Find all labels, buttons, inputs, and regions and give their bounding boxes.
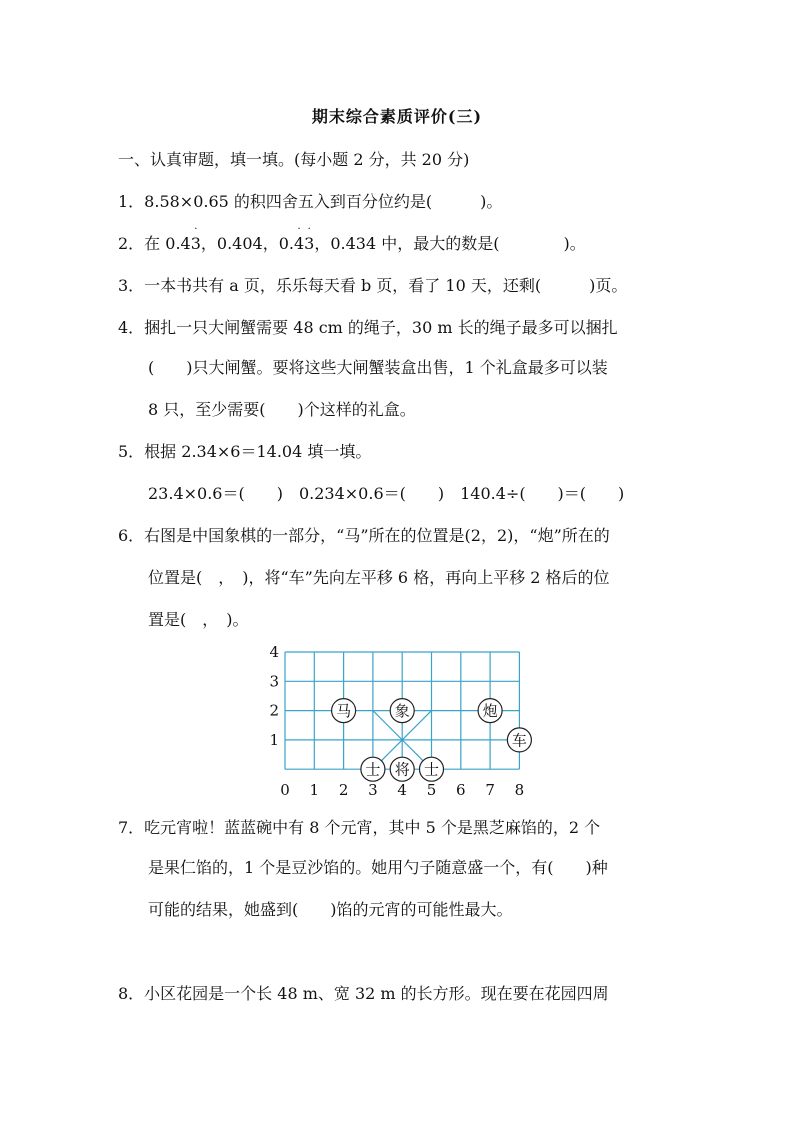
chess-piece-label: 车 <box>511 731 527 750</box>
chess-piece-label: 马 <box>336 702 352 721</box>
chess-board-svg <box>262 640 542 800</box>
question-6-line-3: 置是( ， )。 <box>148 610 249 629</box>
q2-prefix: 2．在 0.4 <box>118 234 191 253</box>
x-tick-label: 4 <box>397 781 407 800</box>
chess-piece-label: 将 <box>394 760 410 779</box>
x-tick-label: 3 <box>368 781 378 800</box>
y-tick-label: 3 <box>269 672 279 691</box>
y-tick-label: 2 <box>269 701 279 720</box>
question-7-line-1: 7．吃元宵啦！蓝蓝碗中有 8 个元宵，其中 5 个是黑芝麻馅的，2 个 <box>118 818 601 837</box>
question-5-line-2: 23.4×0.6＝( ) 0.234×0.6＝( ) 140.4÷( )＝( ) <box>148 484 625 503</box>
question-7-line-2: 是果仁馅的，1 个是豆沙馅的。她用勺子随意盛一个，有( )种 <box>148 858 608 877</box>
question-4-line-3: 8 只，至少需要( )个这样的礼盒。 <box>148 400 416 419</box>
question-7-line-3: 可能的结果，她盛到( )馅的元宵的可能性最大。 <box>148 900 513 919</box>
chess-piece-label: 炮 <box>482 702 498 721</box>
question-5-line-1: 5．根据 2.34×6＝14.04 填一填。 <box>118 442 372 461</box>
y-tick-label: 4 <box>269 643 279 661</box>
x-tick-label: 7 <box>485 781 495 800</box>
chess-piece-label: 士 <box>423 760 440 779</box>
page-title: 期末综合素质评价(三) <box>311 107 483 126</box>
question-4-line-2: ( )只大闸蟹。要将这些大闸蟹装盒出售，1 个礼盒最多可以装 <box>148 358 608 377</box>
x-tick-label: 8 <box>514 781 525 800</box>
x-tick-label: 5 <box>426 781 437 800</box>
chess-piece-label: 士 <box>365 760 381 779</box>
question-6-line-1: 6．右图是中国象棋的一部分，“马”所在的位置是(2，2)，“炮”所在的 <box>118 526 610 545</box>
q2-repeating-digit-b: · 3 <box>304 224 315 253</box>
question-2 <box>118 224 586 254</box>
question-8-line-1: 8．小区花园是一个长 48 m、宽 32 m 的长方形。现在要在花园四周 <box>118 984 609 1003</box>
chess-piece-label: 象 <box>394 702 410 721</box>
q2-mid: ，0.404，0. <box>200 234 294 253</box>
x-tick-label: 2 <box>338 781 349 800</box>
x-tick-label: 6 <box>456 781 466 800</box>
section-heading: 一、认真审题，填一填。(每小题 2 分，共 20 分) <box>118 150 470 169</box>
q2-repeating-digit-a: · 4 <box>293 224 305 253</box>
y-tick-label: 1 <box>269 730 279 749</box>
x-tick-label: 1 <box>309 781 320 800</box>
question-1: 1．8.58×0.65 的积四舍五入到百分位约是( )。 <box>118 192 503 211</box>
q2-repeating-digit: · 3 <box>190 224 201 253</box>
question-6-line-2: 位置是( ， )，将“车”先向左平移 6 格，再向上平移 2 格后的位 <box>148 568 610 587</box>
question-3: 3．一本书共有 a 页，乐乐每天看 b 页，看了 10 天，还剩( )页。 <box>118 276 628 295</box>
question-4-line-1: 4．捆扎一只大闸蟹需要 48 cm 的绳子，30 m 长的绳子最多可以捆扎 <box>118 318 618 337</box>
x-tick-label: 0 <box>280 781 290 800</box>
q2-suffix: ，0.434 中，最大的数是( )。 <box>314 234 586 253</box>
chess-board-figure <box>262 640 542 800</box>
